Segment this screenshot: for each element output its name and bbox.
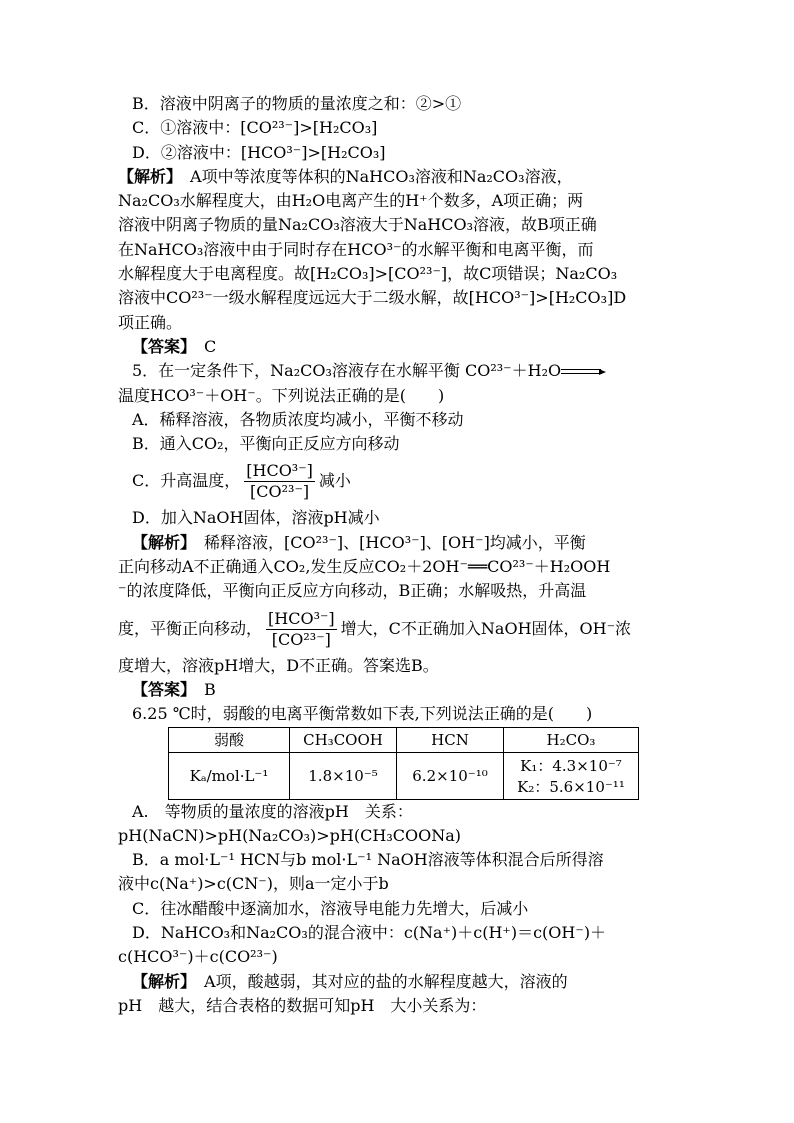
q5-analysis-5: 度增大，溶液pH增大，D不正确。答案选B。 [118,655,439,675]
question-5-text-2: HCO³⁻＋OH⁻。下列说法正确的是( ) [150,385,445,405]
q6-option-d-2: c(HCO³⁻)＋c(CO²³⁻) [118,947,278,967]
q6-option-c: C．往冰醋酸中逐滴加水，溶液导电能力先增大，后减小 [132,898,529,918]
answer-line-2 [118,678,678,702]
analysis-prefix: 度，平衡正向移动， [118,618,263,638]
q6-option-b-2: 液中c(Na⁺)>c(CN⁻)，则a一定小于b [118,874,389,894]
q5-option-c [118,456,678,506]
denominator: [CO²³⁻] [250,482,310,502]
option-d: D．②溶液中：[HCO³⁻]>[H₂CO₃] [132,142,386,162]
q6-option-b-1: B．a mol·L⁻¹ HCN与b mol·L⁻¹ NaOH溶液等体积混合后所得溶 [132,850,604,870]
q5-analysis-3: ⁻的浓度降低，平衡向正反应方向移动，B正确；水解吸热，升高温 [118,581,587,601]
analysis-tag: 【解析】 [132,971,189,991]
option-b: B．溶液中阴离子的物质的量浓度之和：②>① [132,94,462,113]
analysis-line-5: 水解程度大于电离程度。故[H₂CO₃]>[CO²³⁻]，故C项错误；Na₂CO₃ [118,264,618,284]
analysis-line-6: 溶液中CO²³⁻一级水解程度远远大于二级水解，故[HCO³⁻]>[H₂CO₃]D [118,288,627,308]
answer-tag: 【答案】 [132,336,189,356]
fraction [244,461,315,502]
table-row [169,752,639,799]
analysis-text: A项中等浓度等体积的NaHCO₃溶液和Na₂CO₃溶液， [190,166,573,186]
answer-value: B [204,679,216,699]
analysis-line-2: Na₂CO₃水解程度大，由H₂O电离产生的H⁺个数多，A项正确；两 [118,191,584,211]
table-cell-hcn: 6.2×10⁻¹⁰ [397,752,504,799]
table-row-label: Kₐ/mol·L⁻¹ [169,752,290,799]
table-cell-h2co3 [504,752,639,799]
q5-analysis-1 [118,531,678,555]
q5c-suffix: 减小 [318,471,351,491]
analysis-text: A项，酸越弱，其对应的盐的水解程度越大，溶液的 [204,971,568,991]
q5-analysis-4 [118,604,678,654]
question-5-stem-2 [118,384,678,408]
option-c: C．①溶液中：[CO²³⁻]>[H₂CO₃] [132,118,378,138]
q5-option-b: B．通入CO₂，平衡向正反应方向移动 [132,434,400,454]
table-row [169,727,639,752]
table-header-h2co3: H₂CO₃ [504,727,639,752]
document-page [118,92,678,1018]
analysis-line-3: 溶液中阴离子物质的量Na₂CO₃溶液大于NaHCO₃溶液，故B项正确 [118,215,597,235]
q6-option-d-1: D．NaHCO₃和Na₂CO₃的混合液中：c(Na⁺)＋c(H⁺)＝c(OH⁻)＋ [132,923,607,943]
analysis-line-4: 在NaHCO₃溶液中由于同时存在HCO³⁻的水解平衡和电离平衡，而 [118,239,594,259]
q6-option-a-1: A. 等物质的量浓度的溶液pH 关系： [132,801,413,821]
question-5-stem [118,359,678,383]
analysis-suffix: 增大，C不正确加入NaOH固体，OH⁻浓 [340,618,632,638]
analysis-line-1 [118,165,678,189]
q6-option-a-2: pH(NaCN)>pH(Na₂CO₃)>pH(CH₃COONa) [118,825,461,845]
table-cell-ch3cooh: 1.8×10⁻⁵ [290,752,397,799]
ionization-constant-table [168,727,639,800]
answer-value: C [204,336,217,356]
analysis-text: 稀释溶液，[CO²³⁻]、[HCO³⁻]、[OH⁻]均减小，平衡 [204,532,586,552]
numerator: [HCO³⁻] [268,608,335,628]
denominator: [CO²³⁻] [271,629,331,649]
q5-option-d: D．加入NaOH固体，溶液pH减小 [132,508,380,528]
q5-analysis-2: 正向移动A不正确通入CO₂,发生反应CO₂＋2OH⁻══CO²³⁻＋H₂OOH [118,557,611,577]
analysis-line-7: 项正确。 [118,312,183,332]
q5-option-a: A．稀释溶液，各物质浓度均减小，平衡不移动 [132,409,464,429]
k2-value: K₂：5.6×10⁻¹¹ [517,777,625,796]
analysis-tag: 【解析】 [132,532,189,552]
equilibrium-arrow-icon [561,367,601,377]
q6-analysis-1 [118,970,678,994]
question-6-stem: 6.25 ℃时，弱酸的电离平衡常数如下表,下列说法正确的是( ) [132,704,593,724]
q6-analysis-2: pH 越大，结合表格的数据可知pH 大小关系为： [118,995,487,1015]
table-header-hcn: HCN [397,727,504,752]
q5c-prefix: C．升高温度， [132,471,241,491]
table-header-acid: 弱酸 [169,727,290,752]
answer-line-1 [118,335,678,359]
analysis-tag: 【解析】 [118,166,175,186]
condition-label: 温度 [118,385,151,405]
numerator: [HCO³⁻] [246,461,313,481]
table-header-ch3cooh: CH₃COOH [290,727,397,752]
k1-value: K₁：4.3×10⁻⁷ [520,756,622,775]
answer-tag: 【答案】 [132,679,189,699]
fraction [266,609,337,650]
question-5-text: 5．在一定条件下，Na₂CO₃溶液存在水解平衡 CO²³⁻＋H₂O [132,361,562,381]
